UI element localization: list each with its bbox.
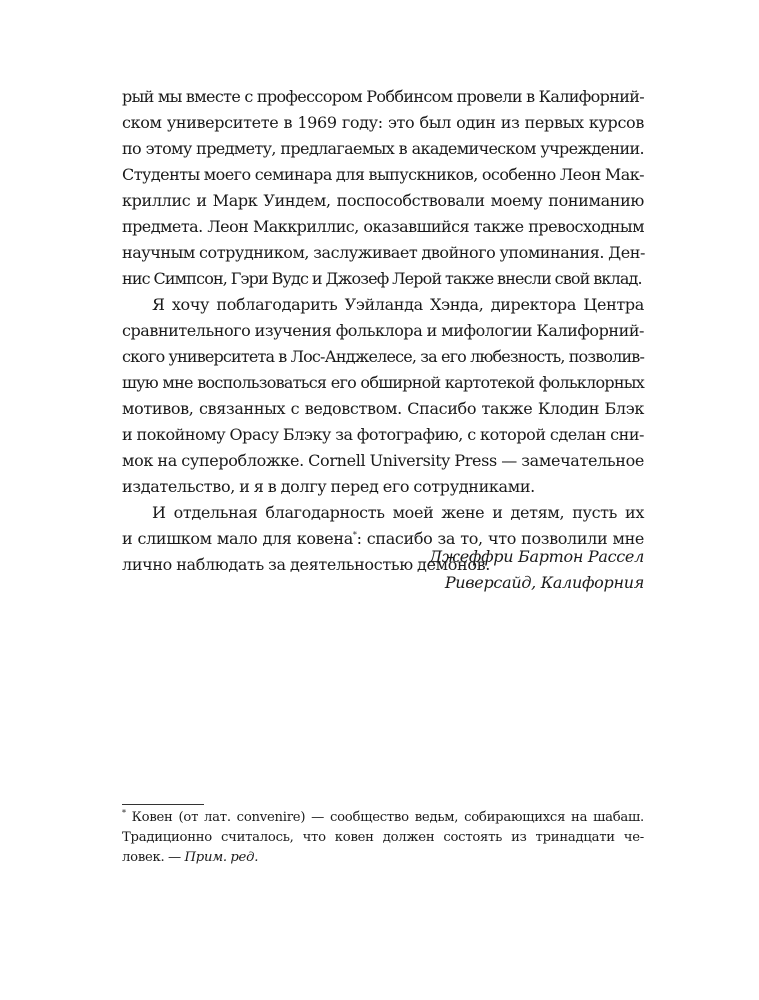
text-line: сравнительного изучения фольклора и мифологии Калифорний- [122, 321, 644, 340]
text-line: лично наблюдать за деятельностью демонов. [122, 555, 490, 574]
acknowledgement-paragraph-2 [122, 292, 644, 500]
text-line: и покойному Орасу Блэку за фотографию, с которой сделан сни- [122, 425, 644, 444]
acknowledgement-paragraph-1 [122, 84, 644, 292]
footnote-line [122, 848, 644, 868]
footnote-mark: * [122, 808, 126, 818]
footnote-text: ловек. — [122, 850, 185, 865]
text-line: ского университета в Лос-Анджелесе, за его любезность, позволив- [122, 347, 644, 366]
footnote-reference[interactable]: * [352, 530, 357, 540]
footnote-divider [122, 804, 204, 805]
text-line: ском университете в 1969 году: это был один из первых курсов [122, 113, 644, 132]
text-line: мок на суперобложке. Cornell University Press — замечательное [122, 451, 644, 470]
author-place: Риверсайд, Калифорния [444, 573, 644, 592]
text-line: рый мы вместе с профессором Роббинсом провели в Калифорний- [122, 87, 644, 106]
editor-note: Прим. ред. [184, 850, 259, 865]
footnote-text: Ковен (от лат. convenire) — сообщество ведьм, собирающихся на шабаш. [131, 810, 644, 825]
text-line: Студенты моего семинара для выпускников, особенно Леон Мак- [122, 165, 644, 184]
author-name: Джеффри Бартон Рассел [429, 547, 644, 566]
text-line: И отдельная благодарность моей жене и детям, пусть их [152, 503, 644, 522]
text-line: по этому предмету, предлагаемых в академическом учреждении. [122, 139, 644, 158]
text-line: мотивов, связанных с ведовством. Спасибо также Клодин Блэк [122, 399, 644, 418]
footnote-line: Традиционно считалось, что ковен должен состоять из тринадцати че- [122, 830, 644, 845]
footnote-line [122, 808, 644, 828]
author-signature [429, 544, 644, 596]
text-line: шую мне воспользоваться его обширной картотекой фольклорных [122, 373, 644, 392]
text-line: нис Симпсон, Гэри Вудс и Джозеф Лерой также внесли свой вклад. [122, 269, 642, 288]
text-line: предмета. Леон Маккриллис, оказавшийся также превосходным [122, 217, 644, 236]
page-content [122, 84, 645, 592]
text-fragment: : спасибо за то, что позволили мне [356, 529, 644, 548]
text-line: издательство, и я в долгу перед его сотрудниками. [122, 477, 535, 496]
text-fragment: и слишком мало для ковена [122, 529, 353, 548]
footnote [122, 808, 644, 868]
text-line: Я хочу поблагодарить Уэйланда Хэнда, директора Центра [152, 295, 644, 314]
text-line: криллис и Марк Уиндем, поспособствовали моему пониманию [122, 191, 644, 210]
text-line: научным сотрудником, заслуживает двойного упоминания. Ден- [122, 243, 645, 262]
